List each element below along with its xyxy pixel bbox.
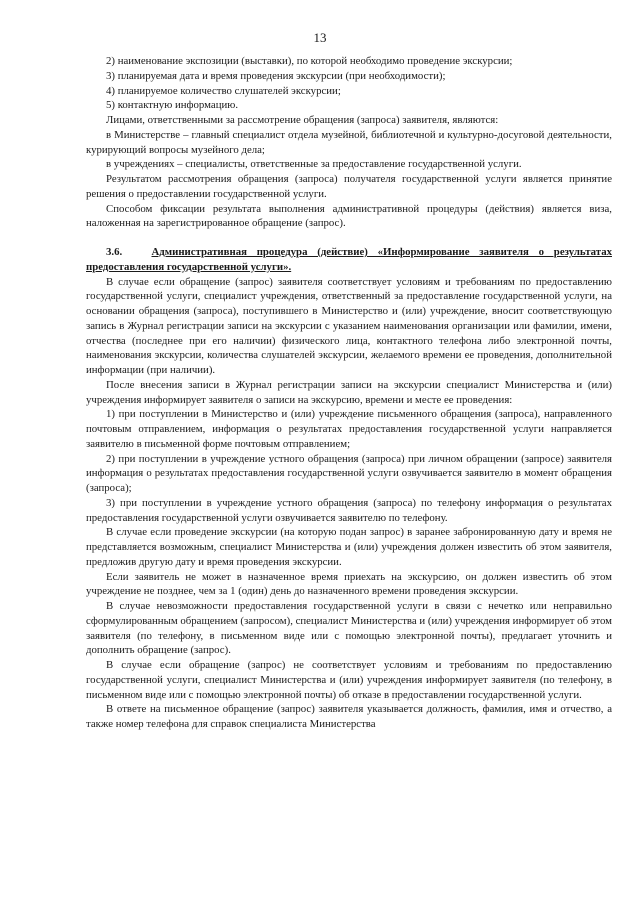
section-heading [86, 245, 612, 275]
list-item: 2) при поступлении в учреждение устного обращения (запроса) при личном обращении (запросе) заявителя информация о результатах предоставления государственной услуги озвучивается заявителю в момент обращения (запроса); [86, 452, 612, 494]
list-item: 1) при поступлении в Министерство и (или) учреждение письменного обращения (запроса), направленного почтовым отправлением, информация о результатах предоставления государственной услуги направляется заявителю в письменной форме почтовым отправлением; [86, 408, 612, 450]
paragraph: В случае если обращение (запрос) не соответствует условиям и требованиям по предоставлению государственной услуги, специалист Министерства и (или) учреждения информирует заявителя (по телефону, в письменном виде или с помощью электронной почты) об отказе в предоставлении государственной услуги. [86, 659, 612, 701]
paragraph: Способом фиксации результата выполнения административной процедуры (действия) является виза, наложенная на зарегистрированное обращение (запрос). [86, 202, 612, 230]
list-item: 4) планируемое количество слушателей экскурсии; [106, 84, 341, 97]
paragraph: В случае если обращение (запрос) заявителя соответствует условиям и требованиям по предоставлению государственной услуги, специалист учреждения, ответственный за предоставление государственной услуги, на основании обращения (запроса), поступившего в Министерство и (или) учреждение, вносит соответствующую запись в Журнал регистрации записи на экскурсии с указанием наименования организации или фамилии, имени, отчества (последнее при его наличии) физического лица, контактного телефона либо электронной почты, наименования экскурсии, количества слушателей экскурсии, желаемого времени ее проведения, дополнительной информации (при наличии). [86, 275, 612, 376]
section-title: Административная процедура (действие) «Информирование заявителя о результатах предоставления государственной услуги». [86, 246, 612, 273]
paragraph: в учреждениях – специалисты, ответственные за предоставление государственной услуги. [106, 158, 522, 171]
document-body [86, 54, 612, 732]
paragraph: В ответе на письменное обращение (запрос) заявителя указывается должность, фамилия, имя и отчество, а также номер телефона для справок специалиста Министерства [86, 703, 612, 730]
list-item: 3) при поступлении в учреждение устного обращения (запроса) по телефону информация о результатах предоставления государственной услуги озвучивается заявителю по телефону. [86, 496, 612, 524]
list-item: 2) наименование экспозиции (выставки), по которой необходимо проведение экскурсии; [106, 55, 513, 67]
paragraph: Если заявитель не может в назначенное время приехать на экскурсию, он должен известить об этом учреждение не позднее, чем за 1 (один) день до назначенного времени проведения экскурсии. [86, 570, 612, 598]
page-number: 13 [313, 30, 327, 45]
paragraph: В случае если проведение экскурсии (на которую подан запрос) в заранее забронированную дату и время не представляется возможным, специалист Министерства и (или) учреждения должен известить об этом заявителя, предложив другую дату и время проведения экскурсии. [86, 526, 612, 568]
list-item: 3) планируемая дата и время проведения экскурсии (при необходимости); [106, 69, 446, 82]
paragraph: Результатом рассмотрения обращения (запроса) получателя государственной услуги является принятие решения о предоставлении государственной услуги. [86, 173, 612, 200]
section-number: 3.6. [106, 246, 123, 258]
paragraph: в Министерстве – главный специалист отдела музейной, библиотечной и культурно-досуговой деятельности, курирующий вопросы музейного дела; [86, 128, 612, 156]
paragraph: В случае невозможности предоставления государственной услуги в связи с нечетко или неправильно сформулированным обращением (запросом), специалист Министерства и (или) учреждения информирует об этом заявителя (по телефону, в письменном виде или с помощью электронной почты), предлагает уточнить и дополнить обращение (запрос). [86, 600, 613, 657]
list-item: 5) контактную информацию. [106, 99, 239, 112]
paragraph: Лицами, ответственными за рассмотрение обращения (запроса) заявителя, являются: [106, 114, 499, 126]
paragraph: После внесения записи в Журнал регистрации записи на экскурсии специалист Министерства и (или) учреждения информирует заявителя о записи на экскурсию, времени и месте ее проведения: [86, 378, 612, 406]
